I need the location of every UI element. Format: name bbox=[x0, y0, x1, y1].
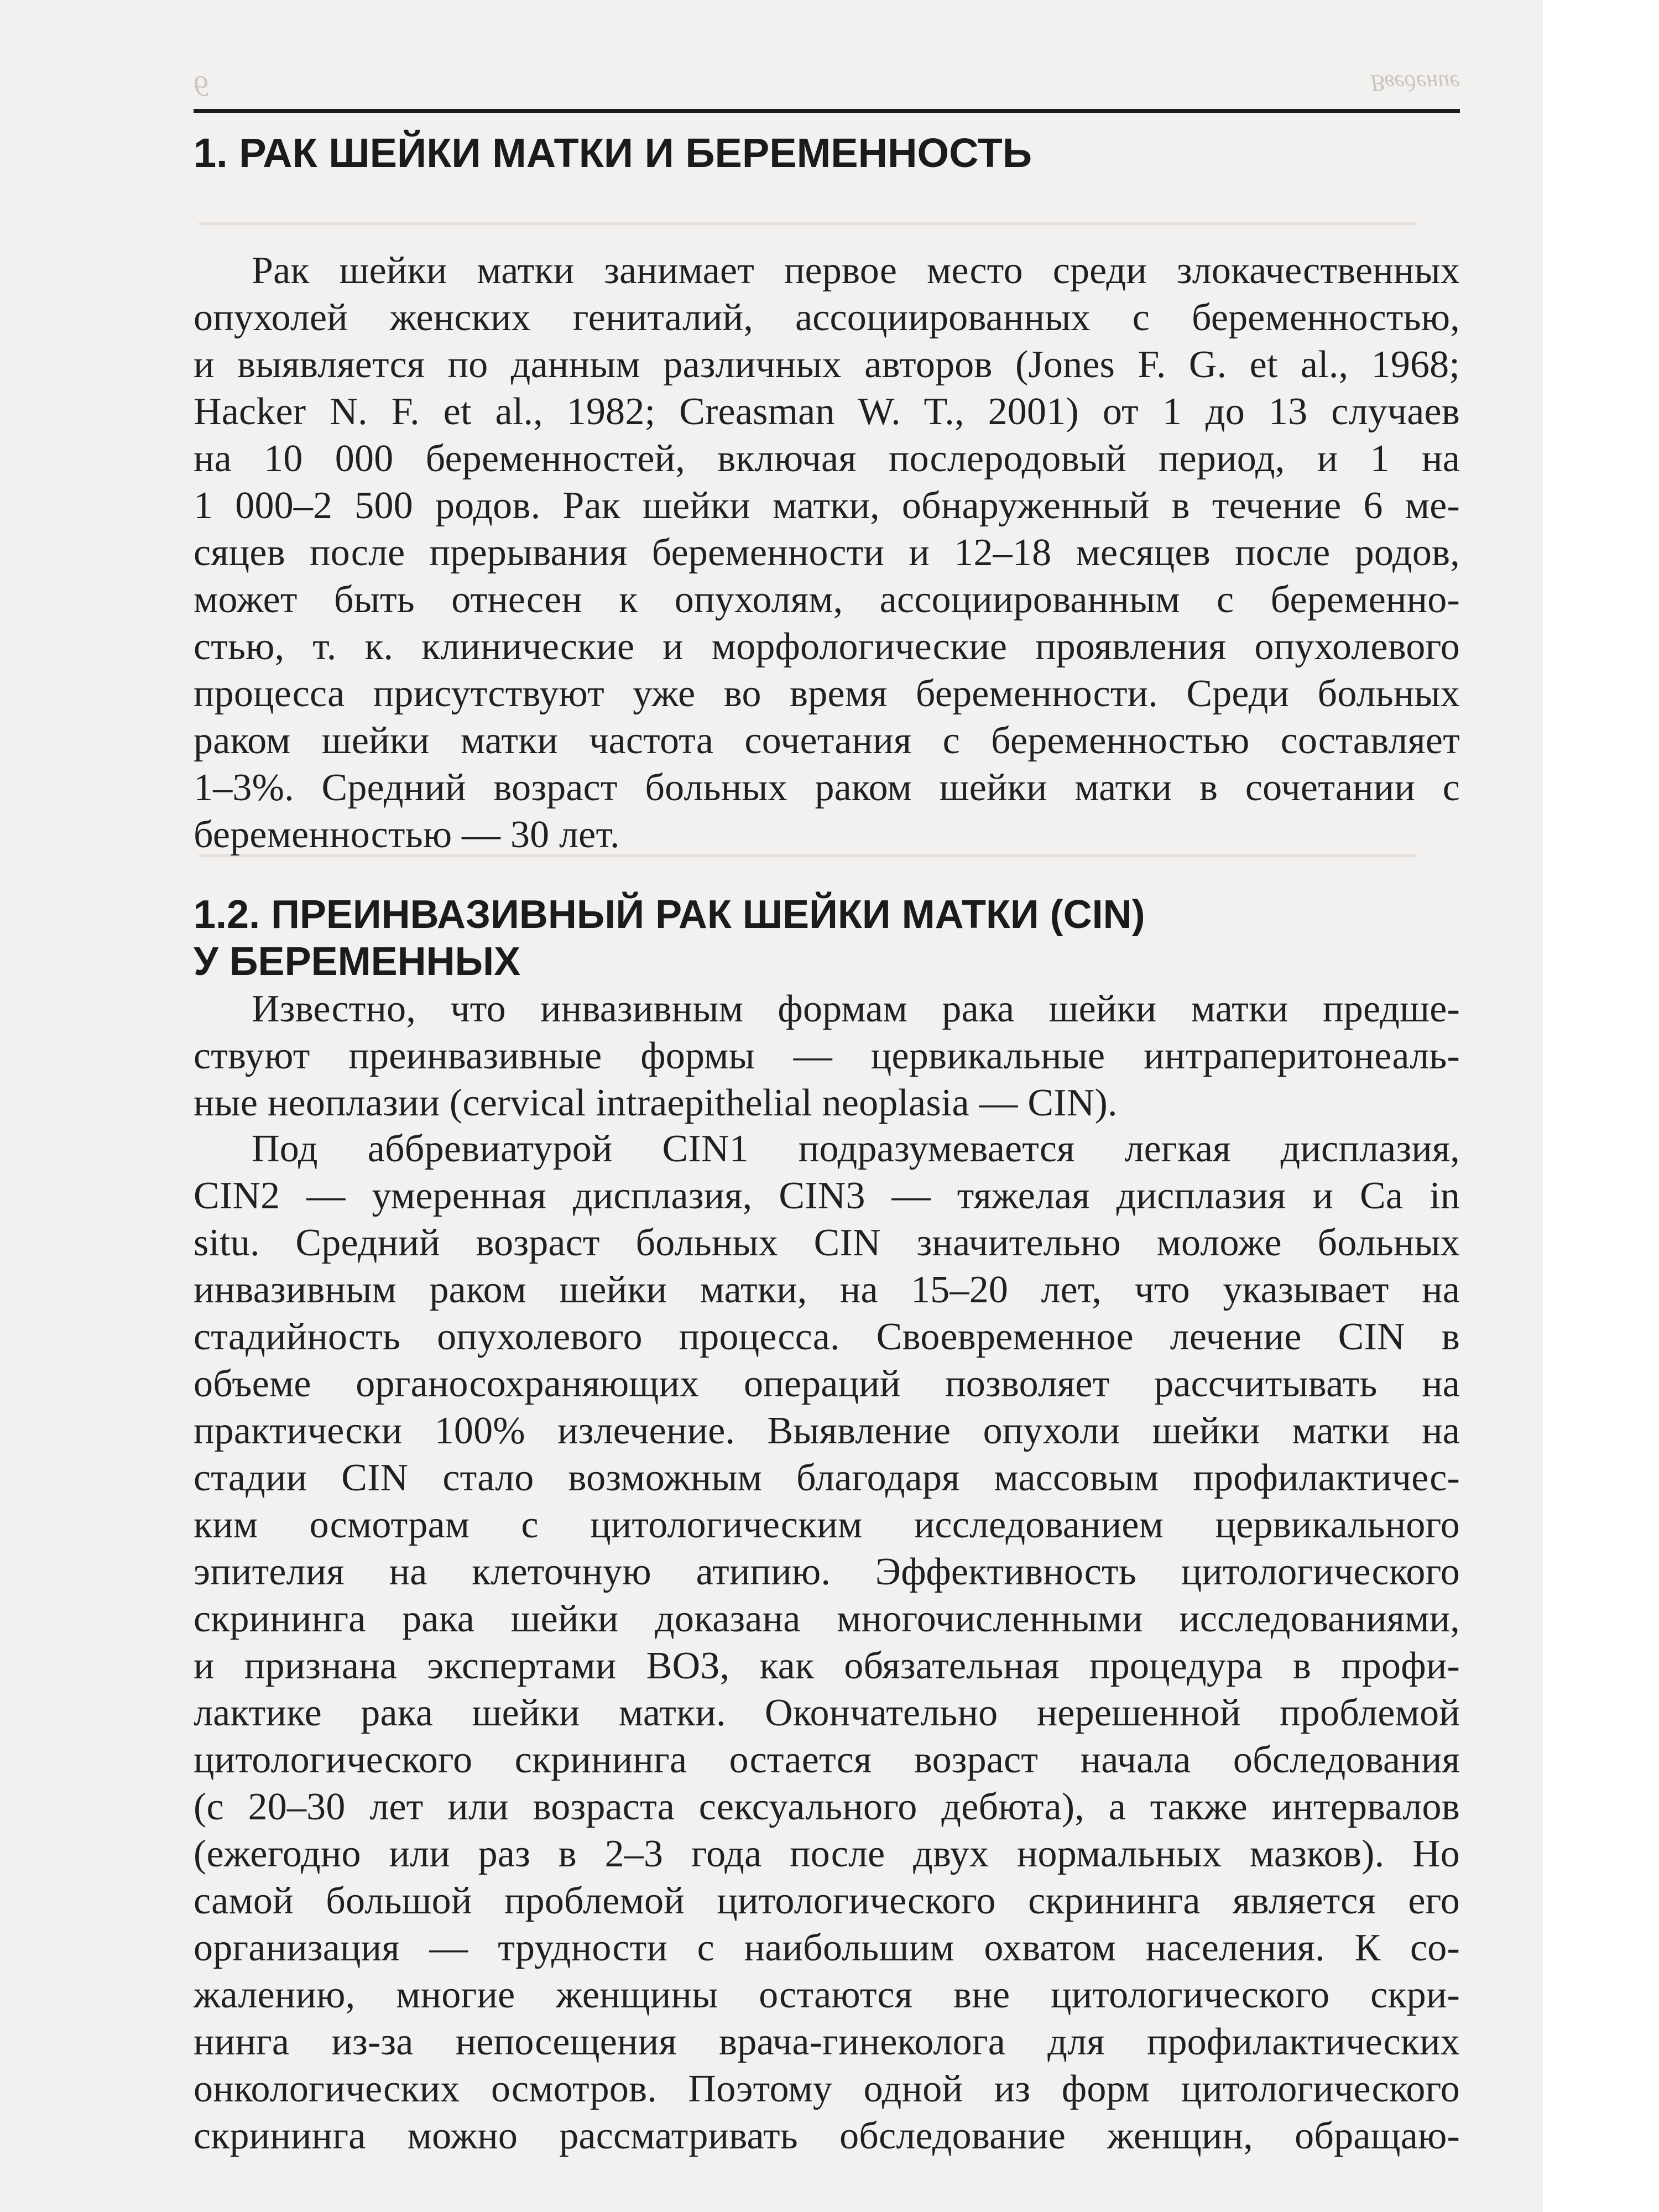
page-number: 6 bbox=[194, 70, 208, 103]
text-line: самой большой проблемой цитологического скрининга является его bbox=[194, 1880, 1460, 1922]
text-line: и выявляется по данным различных авторов (Jones F. G. et al., 1968; bbox=[194, 343, 1460, 386]
text-line: и признана экспертами ВОЗ, как обязательная процедура в профи- bbox=[194, 1645, 1460, 1687]
section-heading-line: У БЕРЕМЕННЫХ bbox=[194, 940, 521, 984]
text-line: онкологических осмотров. Поэтому одной из форм цитологического bbox=[194, 2068, 1460, 2110]
text-line: сяцев после прерывания беременности и 12–18 месяцев после родов, bbox=[194, 531, 1460, 574]
paragraph-1 bbox=[194, 247, 1460, 858]
text-line: Hacker N. F. et al., 1982; Creasman W. T., 2001) от 1 до 13 случаев bbox=[194, 390, 1460, 433]
text-line: стадийность опухолевого процесса. Своевременное лечение CIN в bbox=[194, 1316, 1460, 1358]
text-line: 1 000–2 500 родов. Рак шейки матки, обнаруженный в течение 6 ме- bbox=[194, 484, 1460, 527]
text-line: объеме органосохраняющих операций позволяет рассчитывать на bbox=[194, 1363, 1460, 1405]
text-line: практически 100% излечение. Выявление опухоли шейки матки на bbox=[194, 1410, 1460, 1452]
running-head bbox=[194, 69, 1460, 102]
text-line: скрининга можно рассматривать обследование женщин, обращаю- bbox=[194, 2115, 1460, 2157]
text-line: Рак шейки матки занимает первое место среди злокачественных bbox=[252, 249, 1460, 292]
text-line: инвазивным раком шейки матки, на 15–20 лет, что указывает на bbox=[194, 1269, 1460, 1311]
text-line: (с 20–30 лет или возраста сексуального дебюта), а также интервалов bbox=[194, 1786, 1460, 1828]
paragraph-2 bbox=[194, 985, 1460, 1126]
text-line: скрининга рака шейки доказана многочисленными исследованиями, bbox=[194, 1598, 1460, 1640]
header-rule bbox=[194, 109, 1460, 113]
text-line: ные неоплазии (cervical intraepithelial neoplasia — CIN). bbox=[194, 1082, 1118, 1124]
text-line: беременностью — 30 лет. bbox=[194, 813, 620, 856]
text-line: стадии CIN стало возможным благодаря массовым профилактичес- bbox=[194, 1457, 1460, 1499]
text-line: жалению, многие женщины остаются вне цитологического скри- bbox=[194, 1974, 1460, 2016]
text-line: situ. Средний возраст больных CIN значительно моложе больных bbox=[194, 1222, 1460, 1264]
text-line: процесса присутствуют уже во время беременности. Среди больных bbox=[194, 672, 1460, 715]
text-line: раком шейки матки частота сочетания с беременностью составляет bbox=[194, 719, 1460, 762]
text-line: может быть отнесен к опухолям, ассоциированным с беременно- bbox=[194, 578, 1460, 621]
chapter-heading: 1. РАК ШЕЙКИ МАТКИ И БЕРЕМЕННОСТЬ bbox=[194, 130, 1032, 176]
running-head-title: Введение bbox=[1370, 70, 1460, 95]
text-line: стью, т. к. клинические и морфологические проявления опухолевого bbox=[194, 625, 1460, 668]
text-line: на 10 000 беременностей, включая послеродовый период, и 1 на bbox=[194, 437, 1460, 480]
text-line: Известно, что инвазивным формам рака шейки матки предше- bbox=[252, 988, 1460, 1030]
text-line: нинга из-за непосещения врача-гинеколога для профилактических bbox=[194, 2021, 1460, 2063]
section-heading bbox=[194, 891, 1465, 985]
text-line: 1–3%. Средний возраст больных раком шейки матки в сочетании с bbox=[194, 766, 1460, 809]
text-line: организация — трудности с наибольшим охватом населения. К со- bbox=[194, 1927, 1460, 1969]
text-line: Под аббревиатурой CIN1 подразумевается легкая дисплазия, bbox=[252, 1128, 1460, 1170]
text-line: опухолей женских гениталий, ассоциированных с беременностью, bbox=[194, 296, 1460, 339]
bleed-through-line bbox=[199, 222, 1416, 225]
text-line: (ежегодно или раз в 2–3 года после двух нормальных мазков). Но bbox=[194, 1833, 1460, 1875]
text-line: ствуют преинвазивные формы — цервикальные интраперитонеаль- bbox=[194, 1035, 1460, 1077]
text-line: эпителия на клеточную атипию. Эффективность цитологического bbox=[194, 1551, 1460, 1593]
text-line: CIN2 — умеренная дисплазия, CIN3 — тяжелая дисплазия и Ca in bbox=[194, 1175, 1460, 1217]
text-line: ким осмотрам с цитологическим исследованием цервикального bbox=[194, 1504, 1460, 1546]
text-line: лактике рака шейки матки. Окончательно нерешенной проблемой bbox=[194, 1692, 1460, 1734]
text-line: цитологического скрининга остается возраст начала обследования bbox=[194, 1739, 1460, 1781]
paragraph-3 bbox=[194, 1125, 1460, 2159]
section-heading-line: 1.2. ПРЕИНВАЗИВНЫЙ РАК ШЕЙКИ МАТКИ (CIN) bbox=[194, 893, 1145, 937]
